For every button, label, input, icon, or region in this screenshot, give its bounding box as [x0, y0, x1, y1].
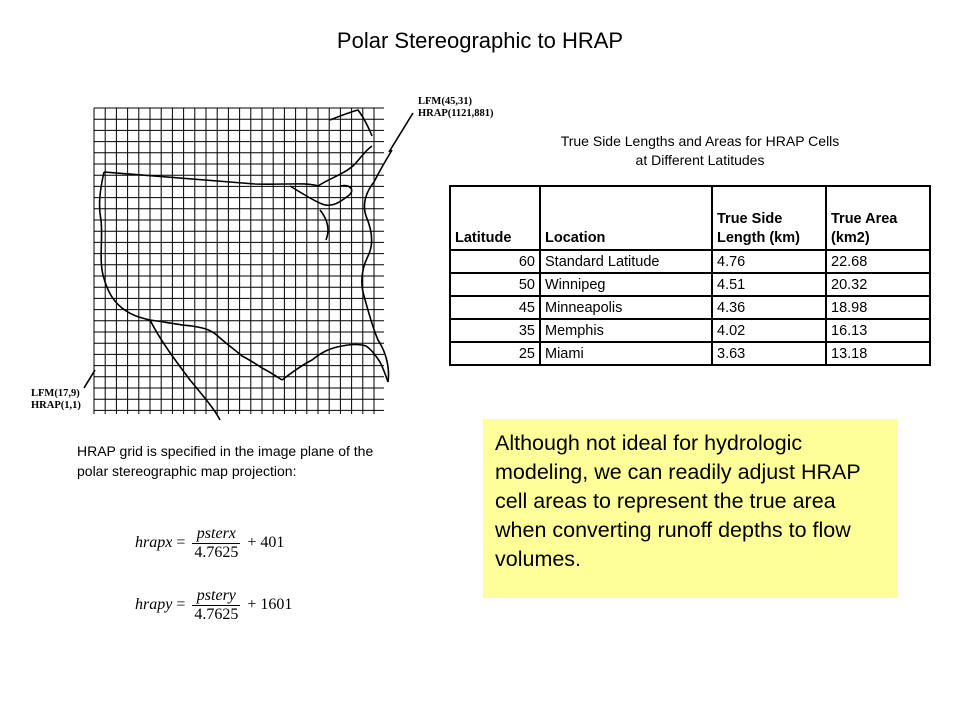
callout-box: Although not ideal for hydrologic modeling, we can readily adjust HRAP cell areas to represent the true area when converting runoff depths to flow volumes. — [483, 419, 898, 598]
canada-coast — [330, 110, 372, 136]
header-location: Location — [540, 186, 712, 250]
cell-side-length: 4.51 — [712, 273, 826, 296]
cell-latitude: 35 — [450, 319, 540, 342]
formula-numerator: pstery — [192, 587, 240, 606]
header-area: True Area (km2) — [826, 186, 930, 250]
cell-location: Memphis — [540, 319, 712, 342]
table-caption-line-2: at Different Latitudes — [635, 152, 765, 168]
hrap-lower-label: HRAP(1,1) — [31, 400, 81, 411]
cell-latitude: 45 — [450, 296, 540, 319]
hrap-upper-label: HRAP(1121,881) — [418, 108, 494, 119]
cell-side-length: 3.63 — [712, 342, 826, 365]
cell-area: 20.32 — [826, 273, 930, 296]
cell-latitude: 60 — [450, 250, 540, 273]
table-row — [450, 273, 930, 296]
lfm-upper-label: LFM(45,31) — [418, 96, 472, 107]
lfm-lower-label: LFM(17,9) — [31, 388, 80, 399]
cell-location: Standard Latitude — [540, 250, 712, 273]
formula-fraction — [192, 587, 240, 624]
cell-area: 13.18 — [826, 342, 930, 365]
header-latitude: Latitude — [450, 186, 540, 250]
cell-location: Winnipeg — [540, 273, 712, 296]
table-row — [450, 250, 930, 273]
great-lakes — [290, 186, 352, 240]
cell-area: 16.13 — [826, 319, 930, 342]
cell-latitude: 25 — [450, 342, 540, 365]
formula-offset: + 1601 — [247, 596, 293, 614]
grid-lines — [94, 108, 384, 414]
mexico-coast — [150, 320, 220, 420]
formula-lhs: hrapx — [135, 534, 173, 552]
lower-corner-label — [31, 388, 81, 412]
cell-side-length: 4.36 — [712, 296, 826, 319]
slide-title: Polar Stereographic to HRAP — [336, 28, 624, 53]
table-row — [450, 342, 930, 365]
cell-location: Minneapolis — [540, 296, 712, 319]
formula-offset: + 401 — [247, 534, 285, 552]
cell-area: 18.98 — [826, 296, 930, 319]
formula-denominator: 4.7625 — [194, 606, 239, 623]
table-caption-line-1: True Side Lengths and Areas for HRAP Cells — [560, 133, 840, 149]
header-side-length: True Side Length (km) — [712, 186, 826, 250]
formula-lhs: hrapy — [135, 596, 173, 614]
formula-denominator: 4.7625 — [194, 544, 239, 561]
table-row — [450, 296, 930, 319]
cell-area: 22.68 — [826, 250, 930, 273]
upper-corner-label — [418, 96, 494, 120]
formula-numerator: psterx — [192, 525, 240, 544]
table-header-row — [450, 186, 930, 250]
cell-latitude: 50 — [450, 273, 540, 296]
cell-side-length: 4.02 — [712, 319, 826, 342]
table-caption — [490, 132, 910, 170]
cell-location: Miami — [540, 342, 712, 365]
table-row — [450, 319, 930, 342]
hrap-cell-table — [449, 185, 931, 366]
formula-fraction — [192, 525, 240, 562]
northern-border — [104, 146, 372, 186]
west-coast — [100, 172, 150, 320]
grid-description: HRAP grid is specified in the image plane of the polar stereographic map projection: — [77, 443, 374, 479]
formula-hrapy: hrapy = $\frac{\text{pstery}}{4.7625}$ + 1601 — [135, 587, 293, 623]
formula-hrapx: hrapx = $\frac{\text{psterx}}{4.7625}$ + 401 — [135, 525, 285, 561]
cell-side-length: 4.76 — [712, 250, 826, 273]
